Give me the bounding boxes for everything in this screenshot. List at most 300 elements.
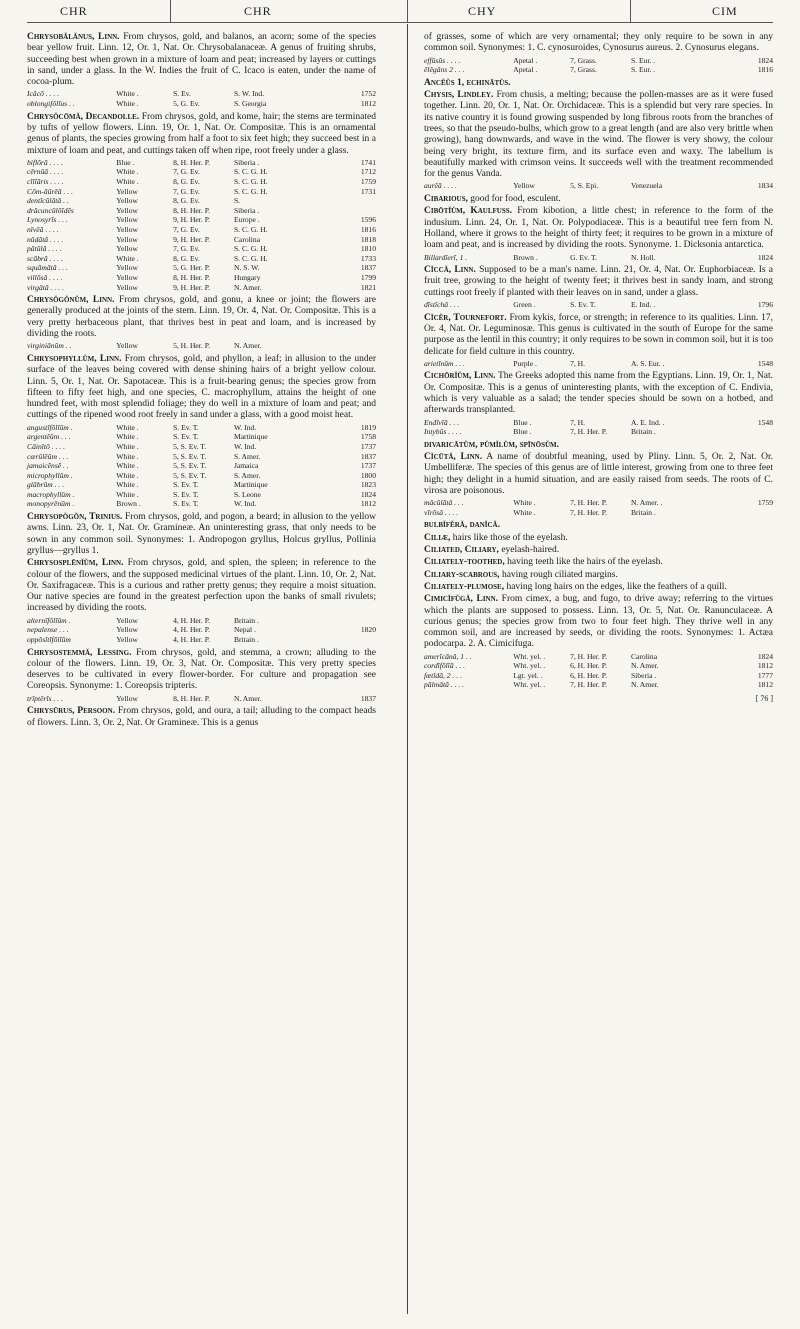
species-year: 1731: [360, 186, 376, 196]
species-habit: 5, S. Ev. T.: [173, 461, 207, 471]
species-row: [424, 498, 773, 508]
dictionary-entry: [424, 265, 773, 309]
species-name: effūsŭs . . . .: [424, 55, 461, 65]
species-colour: Wht. yel. .: [513, 680, 546, 690]
species-row: [27, 158, 376, 168]
entry-definition: eyelash-haired.: [501, 545, 560, 556]
species-year: 1759: [360, 177, 376, 187]
species-colour: Lgt. yel. .: [513, 670, 543, 680]
entry-paragraph: [424, 570, 773, 581]
species-name: nepalense . . .: [27, 625, 69, 635]
species-habit: 7, Grass.: [570, 65, 597, 75]
species-habit: 8, G. Ev.: [173, 196, 200, 206]
species-name: Lynosyrĭs . . .: [27, 215, 68, 225]
species-origin: N. Holl.: [630, 252, 656, 262]
entry-paragraph: [27, 512, 376, 557]
species-colour: White .: [116, 489, 139, 499]
species-year: 1777: [757, 670, 773, 680]
species-origin: N. Amer.: [233, 282, 262, 292]
species-row: [27, 206, 376, 216]
entry-paragraph: [424, 371, 773, 416]
entry-headword: Ciliately-toothed,: [424, 557, 505, 568]
entry-definition: having rough ciliated margins.: [501, 569, 618, 580]
species-habit: 7, Grass.: [570, 55, 597, 65]
species-row: [424, 181, 773, 191]
species-colour: Yellow: [116, 634, 138, 644]
species-table: [424, 418, 773, 437]
species-colour: Wht. yel. .: [513, 661, 546, 671]
species-colour: Apetal .: [513, 65, 538, 75]
species-origin: Martinique: [233, 432, 268, 442]
species-colour: Yellow: [513, 181, 535, 191]
species-origin: Europe .: [233, 215, 260, 225]
species-origin: N. Amer. .: [630, 498, 663, 508]
entry-headword: Cĭccă, Linn.: [424, 265, 476, 276]
entry-paragraph: [424, 533, 773, 544]
species-origin: Siberia .: [630, 670, 657, 680]
entry-paragraph: [424, 90, 773, 180]
entry-headword: Chrysūrus, Persoon.: [27, 706, 116, 717]
species-name: virgātă . . . .: [27, 282, 64, 292]
species-origin: Siberia .: [233, 157, 260, 167]
species-origin: S. Amer.: [233, 451, 261, 461]
species-name: Icăcō . . . .: [27, 89, 60, 99]
species-name: Intybŭs . . . .: [424, 427, 462, 437]
species-colour: Yellow: [116, 625, 138, 635]
entry-paragraph: [424, 206, 773, 251]
species-table: [424, 181, 773, 191]
species-colour: Blue .: [513, 417, 532, 427]
entry-paragraph: [424, 265, 773, 299]
species-year: 1812: [757, 680, 773, 690]
species-year: 1759: [757, 498, 773, 508]
species-row: [424, 56, 773, 66]
species-habit: 8, G. Ev.: [173, 253, 200, 263]
entry-definition: hairs like those of the eyelash.: [452, 532, 568, 543]
species-name: alternĭfōlĭŭm .: [27, 615, 71, 625]
species-year: 1834: [757, 181, 773, 191]
species-colour: Yellow: [116, 234, 138, 244]
entry-headword: Ancĕŭs 1, echinātŭs.: [424, 77, 511, 88]
species-origin: Nepal .: [233, 625, 256, 635]
species-colour: Yellow: [116, 205, 138, 215]
entry-headword: bulbĭfĕră, danĭcă.: [424, 520, 500, 531]
species-year: [741, 508, 774, 518]
species-colour: White .: [513, 498, 536, 508]
species-origin: Britain .: [233, 615, 259, 625]
species-habit: 4, H. Her. P.: [173, 634, 210, 644]
species-table: [27, 423, 376, 509]
species-name: cĭlĭāris . . . .: [27, 177, 64, 187]
entry-definition: The Greeks adopted this name from the Egyptians. Linn. 19, Or. 1, Nat. Or. Compositæ. This is a genus of uninteresting plants, with the exception of C. Endivia, which is very valuable as a salad; the tender species should be sown on a hotbed, and afterwards transplanted.: [424, 371, 773, 416]
species-year: [344, 206, 377, 216]
species-year: 1737: [360, 461, 376, 471]
entry-paragraph: [424, 594, 773, 650]
species-name: nĭvĕă . . . .: [27, 225, 59, 235]
species-colour: White .: [513, 507, 536, 517]
entry-definition: From chusis, a melting; because the pollen-masses are as it were fused together. Linn. 20, Or. 1, Nat. Or. Orchidaceæ. This is a splendid but very rare species. In its native country it is found growing suspended by long fibrous roots from the branches of trees, so that the pseudo-bulbs, which grow to a great length (and are also very brittle when growing), hang downwards, and wave in the wind. The flower is very showy, the colour being very bright, its texture firm, and its surface even and waxy. The labellum is beautifully marked with crimson veins. It succeeds well with the treatment recommended for the genus Vanda.: [424, 90, 774, 180]
species-name: Cōm-ăūrĕă . . .: [27, 186, 73, 196]
species-name: scābră . . . .: [27, 253, 63, 263]
species-name: arietīnŭm . . .: [424, 358, 465, 368]
species-row: [27, 442, 376, 452]
species-row: [424, 418, 773, 428]
species-habit: 7, H.: [570, 417, 586, 427]
species-origin: N. Amer.: [233, 341, 262, 351]
species-row: [27, 99, 376, 109]
species-habit: 5, S. Epi.: [570, 181, 599, 191]
species-colour: White .: [116, 461, 139, 471]
species-habit: S. Ev. T.: [173, 422, 199, 432]
species-colour: Yellow: [116, 272, 138, 282]
species-name: angustĭfōlĭŭm .: [27, 422, 73, 432]
species-origin: N. Amer.: [630, 680, 659, 690]
species-colour: Brown .: [513, 252, 538, 262]
dictionary-entry: [424, 557, 773, 568]
species-row: [27, 254, 376, 264]
species-colour: Yellow: [116, 615, 138, 625]
species-colour: Yellow: [116, 225, 138, 235]
species-origin: S. C. G. H.: [233, 177, 268, 187]
entry-headword: Chrysŏgŏnŭm, Linn.: [27, 295, 115, 306]
species-habit: S. Ev. T.: [173, 432, 199, 442]
species-row: [27, 273, 376, 283]
species-table: [27, 89, 376, 108]
entry-paragraph: [27, 354, 376, 422]
entry-paragraph: [27, 648, 376, 693]
species-year: 1758: [360, 432, 376, 442]
right-column: [424, 32, 773, 704]
species-row: [27, 480, 376, 490]
species-year: 1712: [360, 167, 376, 177]
species-habit: G. Ev. T.: [570, 252, 597, 262]
dictionary-entry: [424, 90, 773, 191]
species-year: 1837: [360, 693, 376, 703]
species-origin: W. Ind.: [233, 422, 257, 432]
dictionary-entry: [27, 112, 376, 293]
species-year: 1823: [360, 480, 376, 490]
entry-paragraph: [424, 545, 773, 556]
species-name: fœtĭdă, 2 . . .: [424, 670, 462, 680]
species-name: pălmātă . . . .: [424, 680, 465, 690]
dictionary-entry: [424, 594, 773, 690]
species-name: trĭptĕrĭs . . .: [27, 693, 63, 703]
entry-headword: Cĭcĕr, Tournefort.: [424, 312, 507, 323]
species-row: [27, 177, 376, 187]
species-name: cērnŭă . . . .: [27, 167, 64, 177]
species-colour: White .: [116, 451, 139, 461]
entry-headword: Chrysostemmă, Lessing.: [27, 647, 132, 658]
entry-definition: From chrysos, gold, and stemma, a crown; alluding to the colour of the flowers. Linn. 19, Or. 3, Nat. Or. Compositæ. This very pretty species deserves to be cultivated in every flower-border. For culture and propagation see Coreopsis. Synonyme: 1. Coreopsis tripteris.: [27, 647, 377, 692]
page-number: [ 76 ]: [755, 694, 773, 704]
species-table: [27, 341, 376, 351]
species-year: 1821: [360, 282, 376, 292]
species-habit: 7, H. Her. P.: [570, 651, 607, 661]
dictionary-entry: [424, 371, 773, 436]
species-origin: Carolina: [233, 234, 261, 244]
entry-headword: Cichōrĭŭm, Linn.: [424, 371, 496, 382]
entry-paragraph: [424, 557, 773, 568]
entry-definition: From chrysos, gold, and kome, hair; the stems are terminated by tufts of yellow flowers. Linn. 19, Or. 1, Nat. Or. Compositæ. This is an ornamental genus of plants, the species growing from half a foot to six feet high; they succeed best in a mixture of loam and peat, and cuttings taken off when ripe, root freely under a glass.: [27, 111, 377, 156]
entry-definition: From cimex, a bug, and fugo, to drive away; referring to the virtues which the plants are supposed to possess. Linn. 13, Or. 5, Nat. Or. Ranunculaceæ. A curious genus; the species grow from two to four feet high. They thrive well in any common soil, and are increased by seeds, or dividing the roots. Synonymes: 1. Actæa podocarpa. 2. A. Cimicifuga.: [424, 594, 773, 650]
entry-headword: Cibōtĭŭm, Kaulfuss.: [424, 206, 513, 217]
species-colour: White .: [116, 441, 139, 451]
species-habit: 7, G. Ev.: [173, 225, 200, 235]
species-year: 1818: [360, 234, 376, 244]
species-origin: Siberia .: [233, 205, 260, 215]
species-habit: 9, H. Her. P.: [173, 282, 210, 292]
dictionary-entry: [27, 32, 376, 109]
species-origin: Carolina: [630, 651, 658, 661]
dictionary-entry: [27, 706, 376, 729]
dictionary-entry: [27, 512, 376, 557]
species-habit: 5, H. Her. P.: [173, 341, 210, 351]
species-row: [424, 671, 773, 681]
species-year: [344, 616, 377, 626]
species-origin: S.: [233, 196, 241, 206]
entry-definition: From chrysos, gold, and phyllon, a leaf; in allusion to the under surface of the leaves being covered with dense shining hairs of a bright yellow colour. Linn. 5, Or. 1, Nat. Or. Sapotaceæ. This is a fruit-bearing genus; the species grow from fifteen to fifty feet high, and one species, C. macrophyllum, attains the height of one hundred feet, with most splendid foliage; they do well in a mixture of loam and peat; and cuttings of the ripened wood root freely in sand under a glass, with a good moist heat.: [27, 353, 376, 421]
entry-paragraph: [424, 520, 773, 531]
dictionary-entry: [424, 440, 773, 451]
header-separator: [630, 0, 631, 22]
species-name: vīrōsă . . . .: [424, 507, 459, 517]
species-colour: Yellow: [116, 244, 138, 254]
species-table: [424, 498, 773, 517]
species-colour: Brown .: [116, 499, 141, 509]
species-row: [424, 300, 773, 310]
species-colour: Yellow: [116, 215, 138, 225]
species-year: 1800: [360, 470, 376, 480]
dictionary-entry: [424, 206, 773, 262]
species-habit: 8, H. Her. P.: [173, 272, 210, 282]
entry-definition: having teeth like the hairs of the eyelash.: [507, 557, 663, 568]
species-habit: 7, G. Ev.: [173, 244, 200, 254]
species-year: 1812: [360, 499, 376, 509]
species-habit: 5, S. Ev. T.: [173, 441, 207, 451]
species-origin: E. Ind. .: [630, 300, 656, 310]
entry-headword: Chrysopŏgŏn, Trinius.: [27, 512, 123, 523]
species-habit: 4, H. Her. P.: [173, 625, 210, 635]
species-name: microphyllŭm .: [27, 470, 73, 480]
species-origin: N. Amer.: [630, 661, 659, 671]
entry-headword: Cimicĭfŭgă, Linn.: [424, 594, 499, 605]
species-habit: 5, G. Ev.: [173, 99, 200, 109]
species-year: 1548: [757, 417, 773, 427]
species-habit: 7, G. Ev.: [173, 186, 200, 196]
species-table: [27, 616, 376, 645]
species-origin: S. Eur. .: [630, 65, 656, 75]
entry-definition: having long hairs on the edges, like the feathers of a quill.: [506, 581, 727, 592]
entry-paragraph: [27, 32, 376, 88]
species-origin: S. C. G. H.: [233, 167, 268, 177]
species-row: [27, 283, 376, 293]
entry-definition: From chrysos, gold, and pogon, a beard; in allusion to the yellow awns. Linn. 23, Or. 1, Nat. Or. Gramineæ. An uninteresting grass, that only needs to be sown in any common soil. Synonymes: 1. Andropogon gryllus, Holcus gryllus, Pollinia gryllus—gryllus 1.: [27, 512, 376, 556]
entry-paragraph: [424, 32, 773, 55]
species-table: [424, 56, 773, 75]
entry-paragraph: [424, 440, 773, 451]
species-row: [27, 225, 376, 235]
species-origin: S. Leone: [233, 489, 261, 499]
species-habit: 4, H. Her. P.: [173, 615, 210, 625]
entry-definition: From chrysos, gold, and balanos, an acorn; some of the species bear yellow fruit. Linn. 12, Or. 1, Nat. Or. Chrysobalanaceæ. A genus of fruiting shrubs, succeeding best when grown in a mixture of loam and peat; increased by layers or cuttings in sand, under a glass. In the W. Indies the fruit of C. Icaco is eaten, under the name of cocoa-plum.: [27, 32, 376, 88]
entry-headword: Ciliated, Ciliary,: [424, 545, 499, 556]
species-year: 1824: [757, 252, 773, 262]
entry-headword: Chrysophyllŭm, Linn.: [27, 353, 122, 364]
species-habit: 7, H. Her. P.: [570, 427, 607, 437]
entry-headword: Ciliately-plumose,: [424, 581, 505, 592]
species-year: 1837: [360, 451, 376, 461]
species-colour: Green .: [513, 300, 536, 310]
species-row: [27, 694, 376, 704]
entry-headword: Cibarious,: [424, 194, 468, 205]
species-row: [424, 65, 773, 75]
dictionary-entry: [27, 295, 376, 351]
species-name: cordĭfōlĭă . . .: [424, 661, 466, 671]
species-name: virginiānŭm . .: [27, 341, 72, 351]
entry-paragraph: [27, 558, 376, 614]
species-origin: Britain .: [233, 634, 259, 644]
species-name: amerĭcānă, 1 . .: [424, 651, 472, 661]
species-name: macrophyllŭm .: [27, 489, 75, 499]
species-origin: S. C. G. H.: [233, 244, 268, 254]
species-row: [424, 652, 773, 662]
species-row: [27, 490, 376, 500]
dictionary-entry: [424, 545, 773, 556]
species-origin: Britain .: [630, 507, 656, 517]
entry-definition: From kibotion, a little chest; in reference to the form of the indusium. Linn. 24, Or. 1, Nat. Or. Polypodiaceæ. This is a beautiful tree fern from N. Holland, where it grows to the height of thirty feet; it requires to be grown in a mixture of loam and peat, and is increased by dividing the roots. Synonyme. 1. Dicksonia antarctica.: [424, 206, 773, 251]
species-name: oblongifŏlĭus . .: [27, 99, 75, 109]
entry-definition: From kykis, force, or strength; in reference to its qualities. Linn. 17, Or. 4, Nat. Or. Leguminosæ. This genus is cultivated in the south of Europe for the same purpose as the lentil in this country; it only requires to be sown in common soil, but it is too delicate for field culture in this country.: [424, 312, 773, 357]
species-origin: S. C. G. H.: [233, 225, 268, 235]
species-year: 1837: [360, 263, 376, 273]
species-row: [424, 359, 773, 369]
species-year: 1548: [757, 358, 773, 368]
species-row: [27, 235, 376, 245]
species-row: [27, 616, 376, 626]
entry-headword: Cĭcūtă, Linn.: [424, 452, 483, 463]
species-colour: Blue .: [116, 157, 135, 167]
species-row: [27, 89, 376, 99]
species-row: [27, 187, 376, 197]
entry-headword: Ciliæ,: [424, 532, 451, 543]
entry-paragraph: [424, 313, 773, 358]
guide-word-4: CIM: [712, 4, 738, 18]
species-name: argentĕŭm . . .: [27, 432, 71, 442]
dictionary-entry: [424, 194, 773, 205]
guide-word-2: CHR: [244, 4, 272, 18]
species-table: [424, 300, 773, 310]
species-habit: S. Ev.: [173, 89, 191, 99]
species-row: [27, 215, 376, 225]
species-table: [424, 253, 773, 263]
entry-definition: good for food, esculent.: [470, 194, 561, 205]
species-year: 1812: [757, 661, 773, 671]
species-habit: 7, H. Her. P.: [570, 498, 607, 508]
species-habit: 7, H.: [570, 358, 586, 368]
species-origin: S. Eur. .: [630, 55, 656, 65]
entry-headword: Ciliary-scabrous,: [424, 569, 500, 580]
entry-paragraph: [424, 452, 773, 497]
species-origin: S. Amer.: [233, 470, 261, 480]
entry-headword: Chysis, Lindley.: [424, 90, 494, 101]
species-year: 1812: [360, 99, 376, 109]
species-origin: Britain .: [630, 427, 656, 437]
species-year: 1752: [360, 89, 376, 99]
dictionary-entry: [424, 313, 773, 369]
species-row: [27, 196, 376, 206]
species-colour: White .: [116, 253, 139, 263]
species-origin: W. Ind.: [233, 499, 257, 509]
species-colour: White .: [116, 422, 139, 432]
species-name: dīstĭchă . . .: [424, 300, 460, 310]
species-row: [27, 263, 376, 273]
species-habit: S. Ev. T.: [570, 300, 596, 310]
species-name: Billardĭerĭ, 1 .: [424, 252, 468, 262]
species-row: [27, 167, 376, 177]
dictionary-entry: [27, 558, 376, 644]
species-name: aurĕă . . . .: [424, 181, 457, 191]
species-habit: 8, H. Her. P.: [173, 693, 210, 703]
species-name: villōsă . . . .: [27, 272, 63, 282]
species-year: [344, 341, 377, 351]
species-row: [27, 244, 376, 254]
species-habit: S. Ev. T.: [173, 480, 199, 490]
species-colour: Yellow: [116, 693, 138, 703]
species-name: dentĭcŭlātă . .: [27, 196, 69, 206]
species-origin: Jamaica: [233, 461, 259, 471]
species-colour: Yellow: [116, 282, 138, 292]
species-year: 1816: [360, 225, 376, 235]
entry-paragraph: [27, 706, 376, 729]
dictionary-entry: [424, 520, 773, 531]
species-habit: 8, G. Ev.: [173, 177, 200, 187]
entry-paragraph: [27, 112, 376, 157]
species-origin: S. C. G. H.: [233, 186, 268, 196]
species-year: [741, 427, 774, 437]
species-name: oppŏsĭtĭfōlĭŭm: [27, 634, 71, 644]
species-origin: N. S. W.: [233, 263, 260, 273]
species-name: ēlĕgāns 2 . . .: [424, 65, 465, 75]
species-row: [27, 625, 376, 635]
species-origin: A. S. Eur. .: [630, 358, 665, 368]
species-colour: White .: [116, 89, 139, 99]
species-habit: S. Ev. T.: [173, 489, 199, 499]
species-colour: White .: [116, 470, 139, 480]
species-name: nūdātă . . . .: [27, 234, 64, 244]
species-colour: Yellow: [116, 263, 138, 273]
species-table: [424, 652, 773, 690]
header-rule: [27, 22, 773, 23]
species-year: 1596: [360, 215, 376, 225]
species-habit: 7, H. Her. P.: [570, 680, 607, 690]
entry-definition: From chrysos, gold, and oura, a tail; alluding to the compact heads of flowers. Linn. 3, Or. 2, Nat. Or Gramineæ. This is a genus: [27, 706, 377, 728]
species-name: pātŭlă . . . .: [27, 244, 62, 254]
species-name: măcŭlātă . . .: [424, 498, 464, 508]
species-colour: White .: [116, 432, 139, 442]
page-header: [0, 0, 800, 26]
species-colour: White .: [116, 99, 139, 109]
species-year: 1824: [360, 489, 376, 499]
species-habit: 5, S. Ev. T.: [173, 451, 207, 461]
species-origin: N. Amer.: [233, 693, 262, 703]
species-year: 1796: [757, 300, 773, 310]
species-colour: Wht. yel. .: [513, 651, 546, 661]
species-row: [27, 499, 376, 509]
species-row: [27, 432, 376, 442]
species-year: 1733: [360, 253, 376, 263]
species-year: 1819: [360, 422, 376, 432]
species-habit: 7, G. Ev.: [173, 167, 200, 177]
